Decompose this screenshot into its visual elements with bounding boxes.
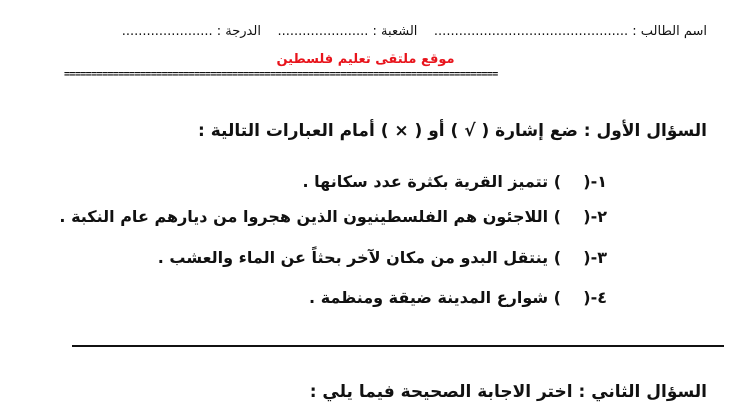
item-text: ) ينتقل البدو من مكان لآخر بحثاً عن الماء والعشب .	[157, 248, 561, 267]
item-text: ) تتميز القرية بكثرة عدد سكانها .	[302, 172, 561, 191]
item-number: ١-(	[583, 172, 607, 191]
separator-line: ================================================================================	[64, 70, 498, 80]
question-1-item	[303, 172, 607, 191]
site-watermark: موقع ملتقى تعليم فلسطين	[276, 52, 455, 67]
item-number: ٤-(	[583, 288, 607, 307]
item-text: ) شوارع المدينة ضيقة ومنظمة .	[309, 288, 561, 307]
question-1-item	[158, 248, 607, 267]
section-divider	[72, 345, 724, 347]
student-info-header	[122, 24, 707, 39]
grade-field: الدرجة : ......................	[121, 24, 261, 39]
question-1-item	[59, 207, 607, 226]
question-2-title: السؤال الثاني : اختر الاجابة الصحيحة فيما يلي :	[309, 382, 707, 402]
question-1-item	[309, 288, 607, 307]
question-1-title: السؤال الأول : ضع إشارة ( √ ) أو ( × ) أمام العبارات التالية :	[198, 121, 707, 141]
item-text: ) اللاجئون هم الفلسطينيون الذين هجروا من ديارهم عام النكبة .	[59, 207, 561, 226]
student-name-field: اسم الطالب : ...............................................	[433, 24, 707, 39]
item-number: ٢-(	[583, 207, 607, 226]
item-number: ٣-(	[583, 248, 607, 267]
section-field: الشعبة : ......................	[277, 24, 418, 39]
